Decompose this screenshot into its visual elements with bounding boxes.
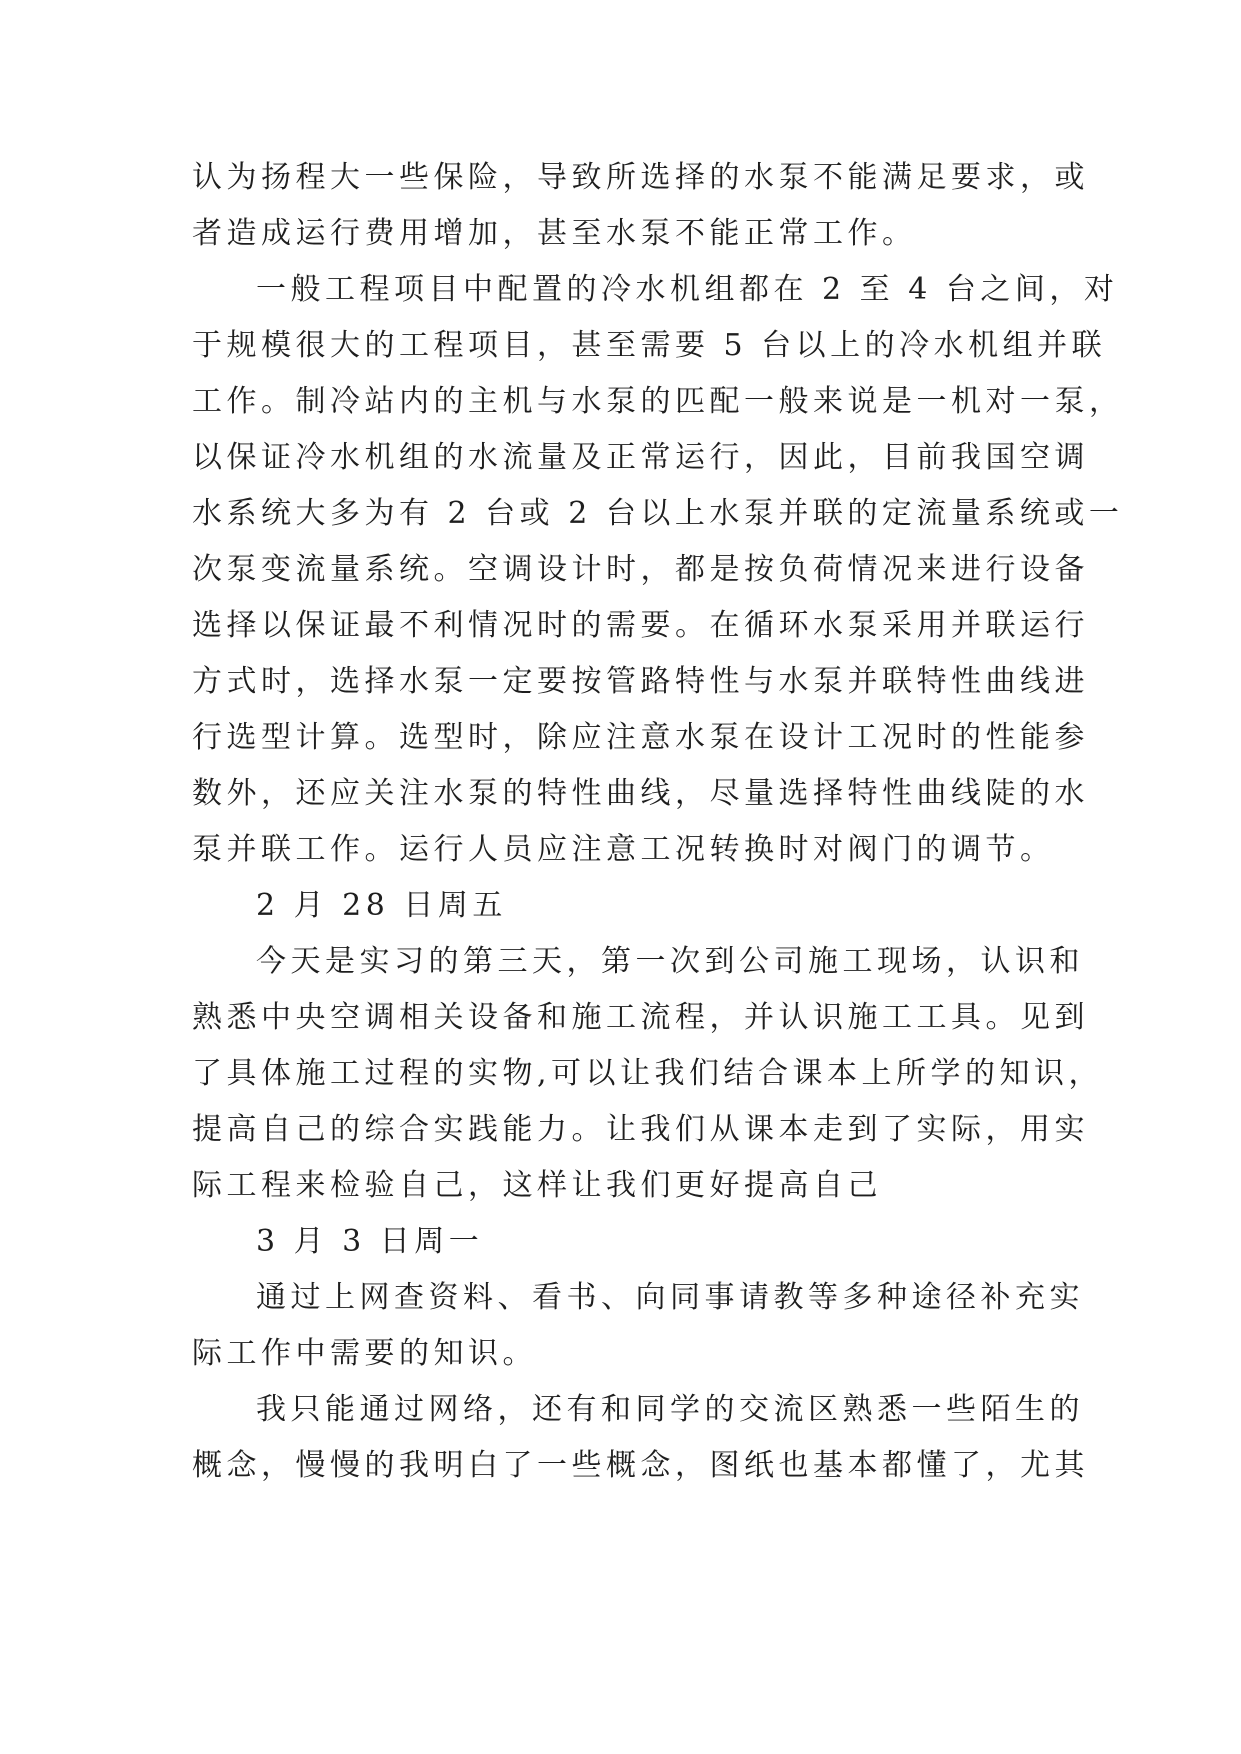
- paragraph-line: 行选型计算。选型时，除应注意水泵在设计工况时的性能参: [192, 720, 1089, 755]
- paragraph-line: 了具体施工过程的实物,可以让我们结合课本上所学的知识，: [192, 1056, 1104, 1091]
- paragraph-line: 认为扬程大一些保险，导致所选择的水泵不能满足要求，或: [192, 160, 1089, 195]
- paragraph-first-line: 通过上网查资料、看书、向同事请教等多种途径补充实: [256, 1280, 1084, 1315]
- date-heading: 3 月 3 日周一: [256, 1224, 484, 1259]
- paragraph-line: 概念，慢慢的我明白了一些概念，图纸也基本都懂了，尤其: [192, 1448, 1089, 1483]
- paragraph-first-line: 我只能通过网络，还有和同学的交流区熟悉一些陌生的: [256, 1392, 1084, 1427]
- paragraph-line: 熟悉中央空调相关设备和施工流程，并认识施工工具。见到: [192, 1000, 1089, 1035]
- paragraph-line: 提高自己的综合实践能力。让我们从课本走到了实际，用实: [192, 1112, 1089, 1147]
- paragraph-first-line: 一般工程项目中配置的冷水机组都在 2 至 4 台之间，对: [256, 272, 1119, 307]
- paragraph-last-line: 者造成运行费用增加，甚至水泵不能正常工作。: [192, 216, 917, 251]
- paragraph-line: 选择以保证最不利情况时的需要。在循环水泵采用并联运行: [192, 608, 1089, 643]
- paragraph-last-line: 际工作中需要的知识。: [192, 1336, 537, 1371]
- paragraph-line: 次泵变流量系统。空调设计时，都是按负荷情况来进行设备: [192, 552, 1089, 587]
- paragraph-first-line: 今天是实习的第三天，第一次到公司施工现场，认识和: [256, 944, 1084, 979]
- paragraph-line: 工作。制冷站内的主机与水泵的匹配一般来说是一机对一泵，: [192, 384, 1124, 419]
- paragraph-line: 于规模很大的工程项目，甚至需要 5 台以上的冷水机组并联: [192, 328, 1107, 363]
- date-heading: 2 月 28 日周五: [256, 888, 507, 923]
- paragraph-line: 以保证冷水机组的水流量及正常运行，因此，目前我国空调: [192, 440, 1089, 475]
- document-body: [192, 150, 1124, 1494]
- paragraph-line: 方式时，选择水泵一定要按管路特性与水泵并联特性曲线进: [192, 664, 1089, 699]
- paragraph-line: 水系统大多为有 2 台或 2 台以上水泵并联的定流量系统或一: [192, 496, 1124, 531]
- paragraph-last-line: 泵并联工作。运行人员应注意工况转换时对阀门的调节。: [192, 832, 1055, 867]
- paragraph-line: 数外，还应关注水泵的特性曲线，尽量选择特性曲线陡的水: [192, 776, 1089, 811]
- paragraph-last-line: 际工程来检验自己，这样让我们更好提高自己: [192, 1168, 882, 1203]
